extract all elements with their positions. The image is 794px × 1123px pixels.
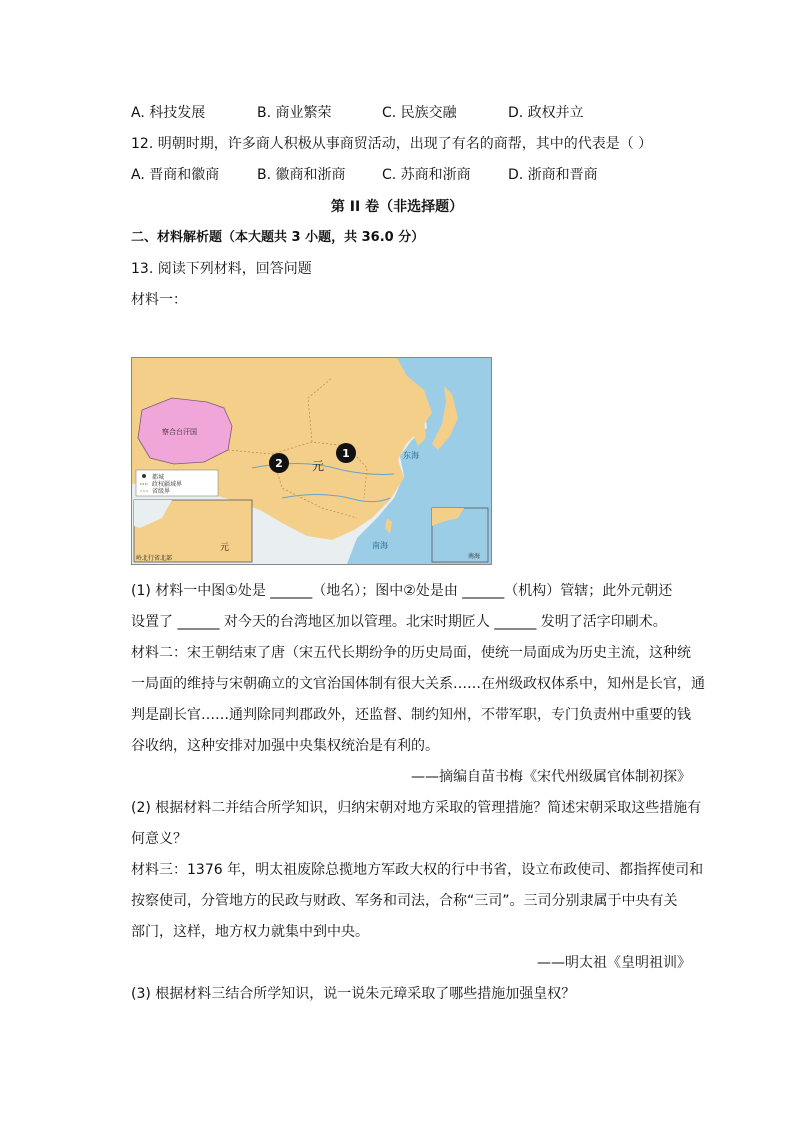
marker-1-label: 1: [342, 447, 350, 460]
material2-line4: 谷收纳，这种安排对加强中央集权统治是有利的。: [131, 738, 439, 754]
q12-option-d: D. 浙商和晋商: [508, 167, 598, 183]
material2-line3: 判是副长官……通判除同判郡政外，还监督、制约知州，不带军职，专门负责州中重要的钱: [131, 707, 691, 723]
marker-2-label: 2: [275, 457, 283, 470]
material3-line2: 按察使司，分管地方的民政与财政、军务和司法，合称“三司”。三司分别隶属于中央有关: [131, 893, 678, 909]
legend-item: 都城: [152, 474, 165, 481]
khanate-label: 察合台汗国: [162, 428, 197, 436]
q11-option-c: C. 民族交融: [382, 105, 457, 121]
material2-source: ——摘编自苗书梅《宋代州级属官体制初探》: [411, 769, 691, 785]
sub2-line1: (2) 根据材料二并结合所学知识，归纳宋朝对地方采取的管理措施？简述宋朝采取这些措施有: [131, 800, 702, 816]
q11-option-d: D. 政权并立: [508, 105, 584, 121]
yuan-label: 元: [312, 459, 325, 473]
material3-source: ——明太祖《皇明祖训》: [537, 955, 691, 971]
section-title: 第 II 卷（非选择题）: [330, 199, 464, 215]
sub1-line2: 设置了 ______ 对今天的台湾地区加以管理。北宋时期匠人 ______ 发明了活字印刷术。: [131, 614, 667, 630]
q12-option-c: C. 苏商和浙商: [382, 167, 471, 183]
q12-stem: 12. 明朝时期，许多商人积极从事商贸活动，出现了有名的商帮，其中的代表是（ ）: [131, 136, 653, 152]
south-sea-label: 南海: [372, 541, 388, 550]
q11-option-a: A. 科技发展: [131, 105, 206, 121]
material2-line1: 材料二：宋王朝结束了唐（宋五代长期纷争的历史局面，使统一局面成为历史主流，这种统: [131, 645, 691, 661]
part-heading: 二、材料解析题（本大题共 3 小题，共 36.0 分）: [131, 230, 425, 245]
sub1-line1: (1) 材料一中图①处是 ______（地名）；图中②处是由 ______（机构）管辖；此外元朝还: [131, 583, 673, 599]
q12-option-b: B. 徽商和浙商: [257, 167, 346, 183]
legend-item: 省级界: [152, 488, 171, 495]
east-sea-label: 东海: [403, 451, 419, 460]
inset-caption: 岭北行省北部: [136, 555, 173, 562]
q12-option-a: A. 晋商和徽商: [131, 167, 220, 183]
material1-label: 材料一：: [131, 292, 187, 308]
material3-line3: 部门，这样，地方权力就集中到中央。: [131, 924, 369, 940]
legend-item: 政权疆域界: [152, 481, 183, 488]
yuan-dynasty-map: [131, 357, 492, 565]
inset-yuan-label: 元: [220, 543, 230, 553]
sub3: (3) 根据材料三结合所学知识，说一说朱元璋采取了哪些措施加强皇权？: [131, 986, 576, 1002]
material2-line2: 一局面的维持与宋朝确立的文官治国体制有很大关系……在州级政权体系中，知州是长官，通: [131, 676, 705, 692]
q11-option-b: B. 商业繁荣: [257, 105, 332, 121]
material3-line1: 材料三：1376 年，明太祖废除总揽地方军政大权的行中书省，设立布政使司、都指挥使司和: [131, 862, 704, 878]
capital-symbol-icon: [142, 474, 146, 478]
sub2-line2: 何意义？: [131, 831, 187, 847]
inset-south-sea-label: 南海: [468, 553, 481, 560]
q13-stem: 13. 阅读下列材料，回答问题: [131, 261, 312, 277]
